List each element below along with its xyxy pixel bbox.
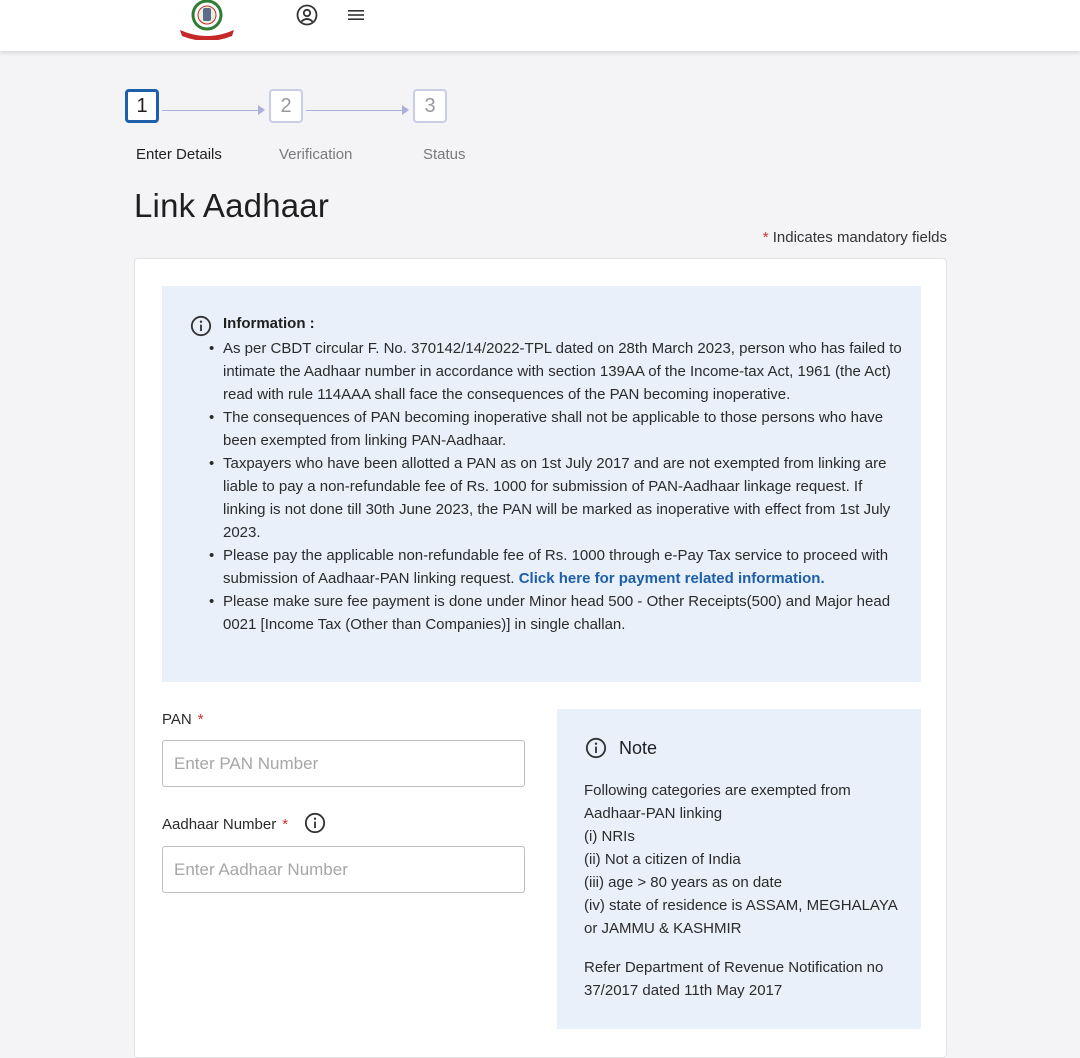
- information-list: [223, 337, 903, 636]
- note-line: Following categories are exempted from Aadhaar-PAN linking: [584, 782, 851, 822]
- note-line: (iv) state of residence is ASSAM, MEGHALAYA or JAMMU & KASHMIR: [584, 897, 897, 937]
- pan-input[interactable]: [162, 740, 525, 787]
- form-card: [134, 258, 947, 1058]
- required-star: *: [762, 229, 769, 246]
- payment-info-link[interactable]: Click here for payment related information.: [518, 570, 825, 587]
- aadhaar-info-icon[interactable]: [304, 812, 326, 834]
- step-3-label: Status: [423, 146, 466, 163]
- information-panel: [162, 286, 921, 682]
- required-star: *: [197, 711, 204, 728]
- income-tax-emblem-icon[interactable]: [178, 0, 236, 40]
- step-arrow-icon: [402, 105, 409, 115]
- info-icon: [585, 737, 607, 759]
- information-item: • Please make sure fee payment is done under Minor head 500 - Other Receipts(500) and Major head 0021 [Income Tax (Other than Companies)] in single challan.: [223, 590, 903, 636]
- information-item: [223, 544, 903, 590]
- note-panel: [557, 709, 921, 1029]
- required-star: *: [282, 816, 289, 833]
- information-item: • Taxpayers who have been allotted a PAN as on 1st July 2017 and are not exempted from linking are liable to pay a non-refundable fee of Rs. 1000 for submission of PAN-Aadhaar linkage request. If linking is not done till 30th June 2023, the PAN will be marked as inoperative with effect from 1st July 2023.: [223, 452, 903, 544]
- note-reference: Refer Department of Revenue Notification no 37/2017 dated 11th May 2017: [584, 959, 884, 999]
- note-line: (ii) Not a citizen of India: [584, 851, 741, 868]
- mandatory-note-text: Indicates mandatory fields: [772, 229, 947, 246]
- step-arrow-icon: [258, 105, 265, 115]
- note-exemptions: [584, 779, 904, 940]
- note-title: Note: [619, 738, 658, 758]
- page-title: Link Aadhaar: [134, 187, 330, 224]
- note-line: (iii) age > 80 years as on date: [584, 874, 783, 891]
- mandatory-fields-note: [763, 229, 947, 246]
- info-icon: [190, 315, 212, 337]
- aadhaar-label: [162, 816, 288, 833]
- progress-stepper: [124, 89, 504, 169]
- aadhaar-input[interactable]: [162, 846, 525, 893]
- step-2-label: Verification: [279, 146, 353, 163]
- step-connector: [162, 110, 258, 111]
- information-item-text: Please pay the applicable non-refundable fee of Rs. 1000 through e-Pay Tax service to proceed with submission of Aadhaar-PAN linking request.: [223, 547, 889, 587]
- information-heading: Information :: [223, 315, 315, 332]
- step-2-indicator: 2: [269, 89, 303, 123]
- note-line: (i) NRIs: [584, 828, 635, 845]
- step-1-indicator: 1: [125, 89, 159, 123]
- information-item: • As per CBDT circular F. No. 370142/14/2022-TPL dated on 28th March 2023, person who has failed to intimate the Aadhaar number in accordance with section 139AA of the Income-tax Act, 1961 (the Act) read with rule 114AAA shall face the consequences of the PAN becoming inoperative.: [223, 337, 903, 406]
- hamburger-menu-icon[interactable]: [344, 3, 368, 27]
- user-circle-icon[interactable]: [295, 3, 319, 27]
- step-1-label: Enter Details: [136, 146, 222, 163]
- pan-label: [162, 711, 204, 728]
- aadhaar-label-text: Aadhaar Number: [162, 816, 277, 833]
- information-item: • The consequences of PAN becoming inoperative shall not be applicable to those persons who have been exempted from linking PAN-Aadhaar.: [223, 406, 903, 452]
- step-3-indicator: 3: [413, 89, 447, 123]
- pan-label-text: PAN: [162, 711, 192, 728]
- top-header: [0, 0, 1080, 51]
- step-connector: [306, 110, 402, 111]
